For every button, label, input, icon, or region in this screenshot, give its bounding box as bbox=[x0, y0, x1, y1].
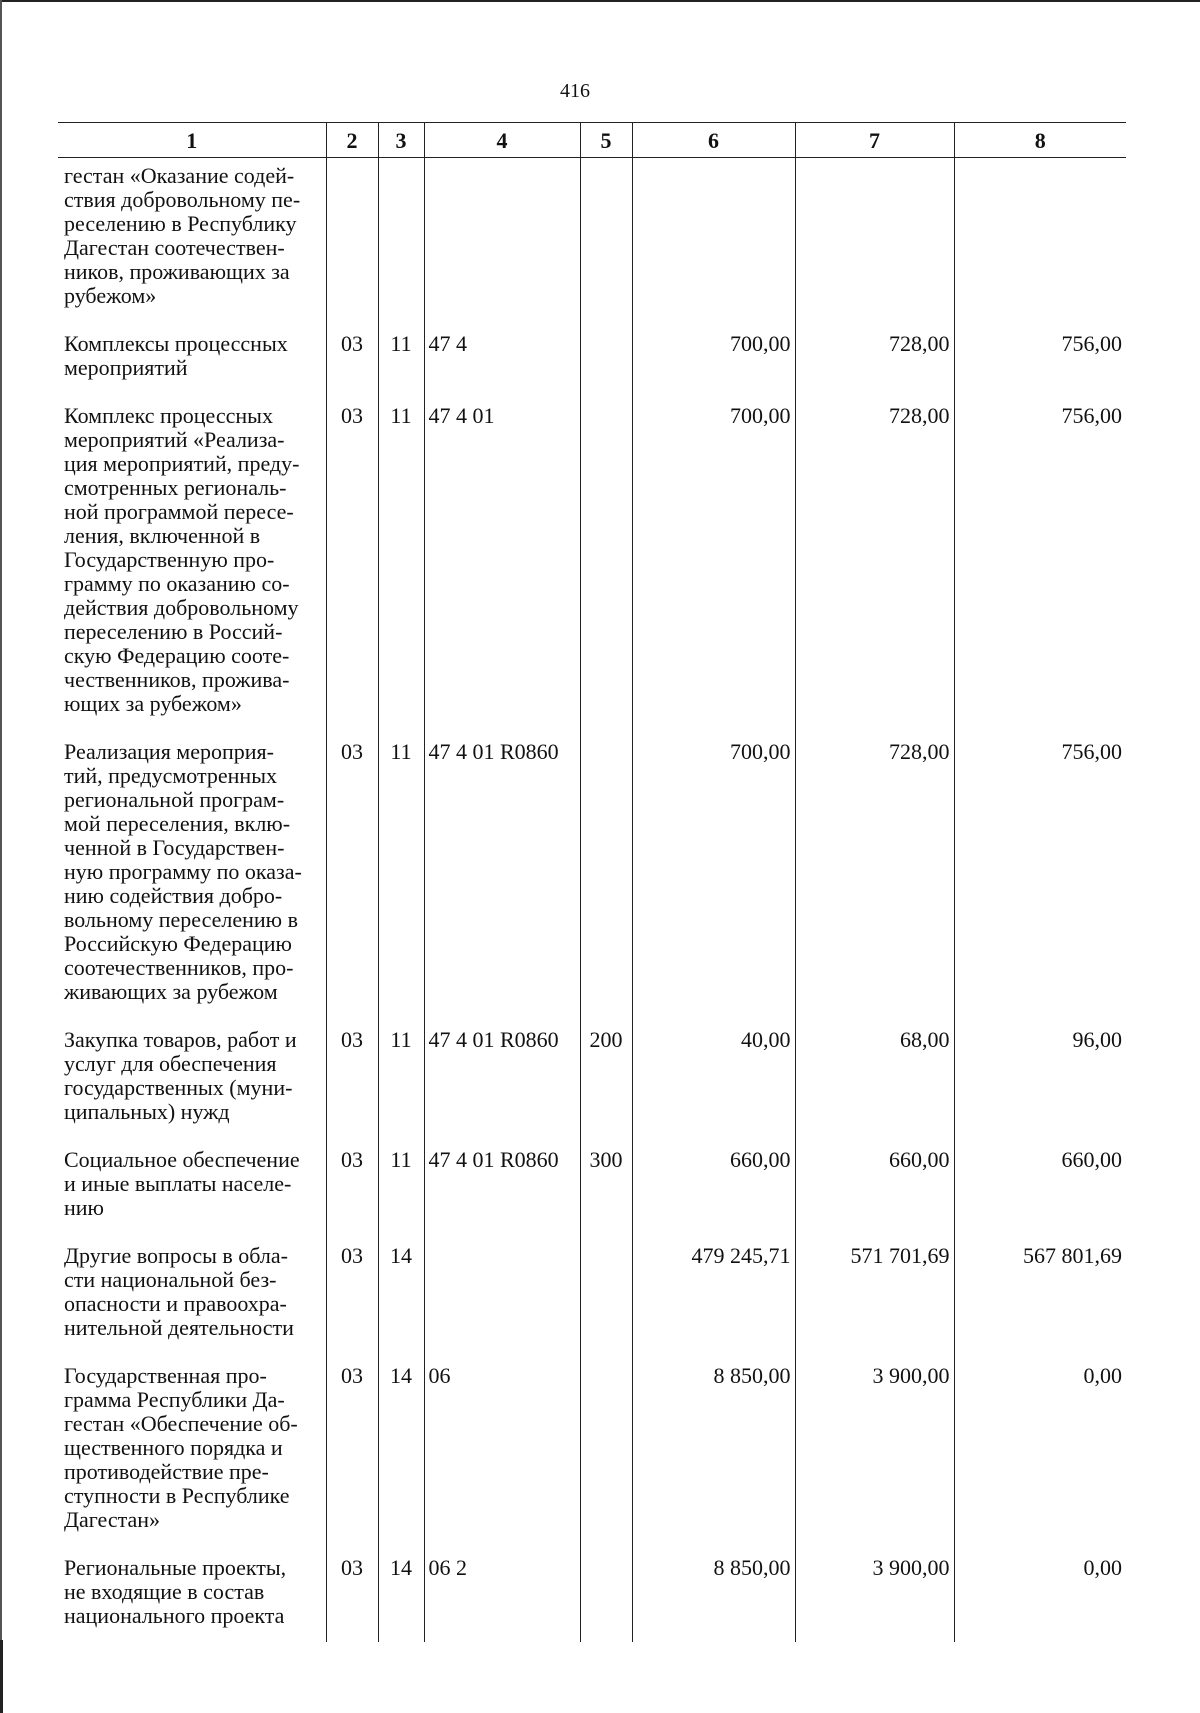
row-subsection: 14 bbox=[378, 1234, 424, 1354]
table-row bbox=[58, 1138, 1126, 1234]
row-value-col6: 479 245,71 bbox=[632, 1234, 795, 1354]
row-target-article: 47 4 01 R0860 bbox=[424, 1018, 580, 1138]
scan-edge-top bbox=[0, 0, 1200, 2]
table-row bbox=[58, 1234, 1126, 1354]
col-header-1: 1 bbox=[58, 123, 326, 158]
row-target-article bbox=[424, 1234, 580, 1354]
row-target-article: 06 2 bbox=[424, 1546, 580, 1642]
row-section: 03 bbox=[326, 1138, 378, 1234]
row-value-col8: 567 801,69 bbox=[954, 1234, 1126, 1354]
header-row bbox=[58, 123, 1126, 158]
row-name: Закупка товаров, работ и услуг для обеспечения государственных (муни- ципальных) нужд bbox=[64, 1027, 297, 1124]
row-value-col8 bbox=[954, 158, 1126, 323]
row-value-col7: 728,00 bbox=[795, 730, 954, 1018]
row-section: 03 bbox=[326, 1018, 378, 1138]
scan-edge-left-mark bbox=[0, 1640, 3, 1713]
row-value-col6: 40,00 bbox=[632, 1018, 795, 1138]
row-expense-type bbox=[580, 1354, 632, 1546]
row-subsection: 11 bbox=[378, 1018, 424, 1138]
col-header-6: 6 bbox=[632, 123, 795, 158]
row-subsection: 11 bbox=[378, 1138, 424, 1234]
row-value-col6: 700,00 bbox=[632, 394, 795, 730]
row-value-col6 bbox=[632, 158, 795, 323]
row-section: 03 bbox=[326, 322, 378, 394]
row-value-col7: 728,00 bbox=[795, 394, 954, 730]
row-name: Комплекс процессных мероприятий «Реализа- ция мероприятий, преду- смотренных региональ- ной программой пересе- ления, включенной в Государственную про- грамму по оказанию со- действия добровольному переселению в Россий- скую Федерацию сооте- чественников, прожива- ющих за рубежом» bbox=[64, 403, 300, 716]
row-value-col8: 0,00 bbox=[954, 1546, 1126, 1642]
row-target-article bbox=[424, 158, 580, 323]
row-expense-type: 300 bbox=[580, 1138, 632, 1234]
row-value-col6: 8 850,00 bbox=[632, 1546, 795, 1642]
table-row bbox=[58, 158, 1126, 323]
row-section: 03 bbox=[326, 1354, 378, 1546]
row-expense-type: 200 bbox=[580, 1018, 632, 1138]
row-expense-type bbox=[580, 730, 632, 1018]
row-target-article: 47 4 bbox=[424, 322, 580, 394]
table-row bbox=[58, 1018, 1126, 1138]
row-value-col7: 728,00 bbox=[795, 322, 954, 394]
col-header-5: 5 bbox=[580, 123, 632, 158]
col-header-4: 4 bbox=[424, 123, 580, 158]
row-value-col6: 660,00 bbox=[632, 1138, 795, 1234]
col-header-7: 7 bbox=[795, 123, 954, 158]
row-section bbox=[326, 158, 378, 323]
row-target-article: 47 4 01 R0860 bbox=[424, 1138, 580, 1234]
row-section: 03 bbox=[326, 1234, 378, 1354]
row-expense-type bbox=[580, 158, 632, 323]
row-value-col8: 756,00 bbox=[954, 394, 1126, 730]
row-value-col8: 756,00 bbox=[954, 730, 1126, 1018]
row-value-col7: 3 900,00 bbox=[795, 1546, 954, 1642]
row-value-col7: 660,00 bbox=[795, 1138, 954, 1234]
row-target-article: 06 bbox=[424, 1354, 580, 1546]
page-number: 416 bbox=[560, 80, 590, 102]
row-subsection: 11 bbox=[378, 730, 424, 1018]
row-value-col7 bbox=[795, 158, 954, 323]
row-subsection: 11 bbox=[378, 394, 424, 730]
row-name: гестан «Оказание содей- ствия добровольному пе- реселению в Республику Дагестан соотечествен- ников, проживающих за рубежом» bbox=[64, 163, 301, 308]
row-target-article: 47 4 01 bbox=[424, 394, 580, 730]
table-row bbox=[58, 322, 1126, 394]
row-subsection bbox=[378, 158, 424, 323]
row-value-col8: 756,00 bbox=[954, 322, 1126, 394]
col-header-2: 2 bbox=[326, 123, 378, 158]
table-row bbox=[58, 730, 1126, 1018]
row-name: Реализация мероприя- тий, предусмотренных региональной програм- мой переселения, вклю- ченной в Государствен- ную программу по оказа- нию содействия добро- вольному переселению в Российскую Федерацию соотечественников, про- живающих за рубежом bbox=[64, 739, 302, 1004]
row-name: Региональные проекты, не входящие в состав национального проекта bbox=[64, 1555, 287, 1628]
row-expense-type bbox=[580, 322, 632, 394]
row-expense-type bbox=[580, 1546, 632, 1642]
row-value-col6: 8 850,00 bbox=[632, 1354, 795, 1546]
row-value-col8: 660,00 bbox=[954, 1138, 1126, 1234]
row-section: 03 bbox=[326, 1546, 378, 1642]
table-row bbox=[58, 1354, 1126, 1546]
row-name: Социальное обеспечение и иные выплаты населе- нию bbox=[64, 1147, 300, 1220]
table-row bbox=[58, 394, 1126, 730]
col-header-3: 3 bbox=[378, 123, 424, 158]
col-header-8: 8 bbox=[954, 123, 1126, 158]
row-section: 03 bbox=[326, 394, 378, 730]
scan-edge-left bbox=[0, 0, 2, 1713]
row-value-col7: 571 701,69 bbox=[795, 1234, 954, 1354]
row-subsection: 11 bbox=[378, 322, 424, 394]
row-expense-type bbox=[580, 394, 632, 730]
row-value-col6: 700,00 bbox=[632, 322, 795, 394]
table-row bbox=[58, 1546, 1126, 1642]
row-name: Комплексы процессных мероприятий bbox=[64, 331, 288, 380]
row-value-col6: 700,00 bbox=[632, 730, 795, 1018]
row-subsection: 14 bbox=[378, 1546, 424, 1642]
row-name: Государственная про- грамма Республики Да- гестан «Обеспечение об- щественного порядка и противодействие пре- ступности в Республике Дагестан» bbox=[64, 1363, 298, 1532]
row-section: 03 bbox=[326, 730, 378, 1018]
row-expense-type bbox=[580, 1234, 632, 1354]
row-value-col8: 96,00 bbox=[954, 1018, 1126, 1138]
budget-table bbox=[58, 122, 1126, 1642]
row-subsection: 14 bbox=[378, 1354, 424, 1546]
row-target-article: 47 4 01 R0860 bbox=[424, 730, 580, 1018]
row-value-col7: 68,00 bbox=[795, 1018, 954, 1138]
row-value-col8: 0,00 bbox=[954, 1354, 1126, 1546]
row-name: Другие вопросы в обла- сти национальной без- опасности и правоохра- нительной деятельности bbox=[64, 1243, 294, 1340]
row-value-col7: 3 900,00 bbox=[795, 1354, 954, 1546]
